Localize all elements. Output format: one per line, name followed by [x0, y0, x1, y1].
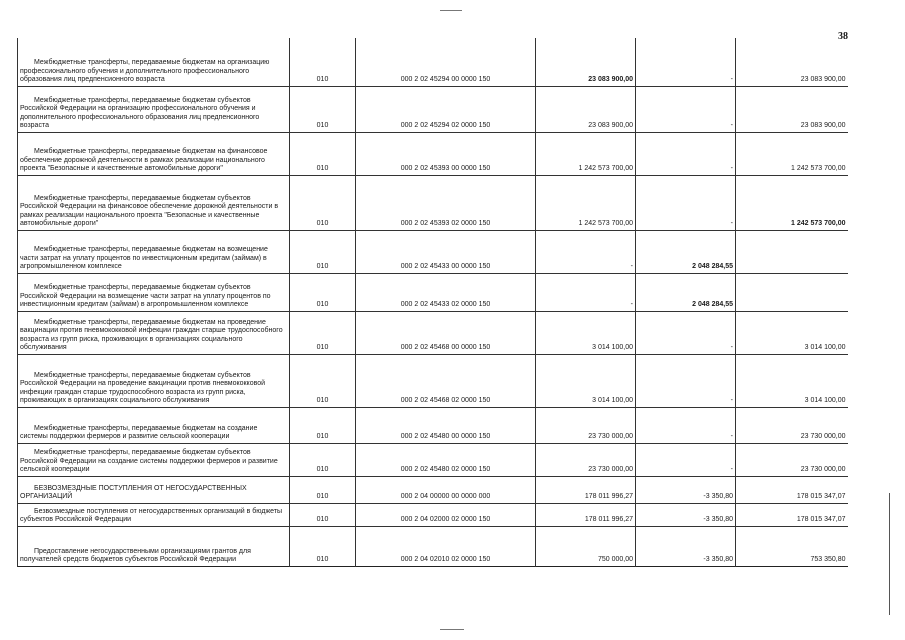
- row-name: Межбюджетные трансферты, передаваемые бюджетам на возмещение части затрат на уплату процентов по инвестиционным кредитам (займам) в агропромышленном комплексе: [18, 230, 290, 273]
- row-budget-classification-code: 000 2 02 45294 02 0000 150: [356, 86, 536, 132]
- row-code: 010: [290, 443, 356, 476]
- row-name: Безвозмездные поступления от негосударственных организаций в бюджеты субъектов Российской Федерации: [18, 503, 290, 526]
- row-total-amount: 178 015 347,07: [736, 476, 848, 503]
- row-code: 010: [290, 476, 356, 503]
- row-executed-amount: 2 048 284,55: [636, 230, 736, 273]
- row-approved-amount: 23 730 000,00: [536, 407, 636, 443]
- row-executed-amount: -: [636, 311, 736, 354]
- table-row: [18, 38, 848, 86]
- row-budget-classification-code: 000 2 02 45433 00 0000 150: [356, 230, 536, 273]
- row-budget-classification-code: 000 2 02 45393 02 0000 150: [356, 175, 536, 230]
- row-approved-amount: 23 730 000,00: [536, 443, 636, 476]
- row-budget-classification-code: 000 2 02 45468 02 0000 150: [356, 354, 536, 407]
- table-row: [18, 132, 848, 175]
- row-approved-amount: 3 014 100,00: [536, 311, 636, 354]
- row-code: 010: [290, 354, 356, 407]
- row-executed-amount: -3 350,80: [636, 526, 736, 566]
- table-row: [18, 354, 848, 407]
- row-executed-amount: -3 350,80: [636, 476, 736, 503]
- row-budget-classification-code: 000 2 02 45433 02 0000 150: [356, 273, 536, 311]
- table-row: [18, 175, 848, 230]
- row-executed-amount: -: [636, 175, 736, 230]
- row-budget-classification-code: 000 2 02 45294 00 0000 150: [356, 38, 536, 86]
- row-total-amount: [736, 273, 848, 311]
- row-code: 010: [290, 273, 356, 311]
- row-code: 010: [290, 38, 356, 86]
- row-approved-amount: 1 242 573 700,00: [536, 175, 636, 230]
- row-code: 010: [290, 526, 356, 566]
- row-total-amount: 1 242 573 700,00: [736, 132, 848, 175]
- table-row: [18, 273, 848, 311]
- row-name: Межбюджетные трансферты, передаваемые бюджетам на проведение вакцинации против пневмококковой инфекции граждан старше трудоспособного возраста из групп риска, проживающих в организациях социального обслуживания: [18, 311, 290, 354]
- table-row: [18, 311, 848, 354]
- row-executed-amount: 2 048 284,55: [636, 273, 736, 311]
- page-number: 38: [838, 31, 848, 42]
- table-row: [18, 86, 848, 132]
- row-budget-classification-code: 000 2 02 45393 00 0000 150: [356, 132, 536, 175]
- scan-edge-line: [889, 493, 890, 615]
- row-total-amount: [736, 230, 848, 273]
- row-code: 010: [290, 86, 356, 132]
- table-row: [18, 526, 848, 566]
- row-code: 010: [290, 132, 356, 175]
- row-name: Межбюджетные трансферты, передаваемые бюджетам субъектов Российской Федерации на создание системы поддержки фермеров и развитие сельской кооперации: [18, 443, 290, 476]
- row-executed-amount: -3 350,80: [636, 503, 736, 526]
- row-executed-amount: -: [636, 407, 736, 443]
- row-name: Межбюджетные трансферты, передаваемые бюджетам на создание системы поддержки фермеров и развитие сельской кооперации: [18, 407, 290, 443]
- row-approved-amount: 750 000,00: [536, 526, 636, 566]
- row-executed-amount: -: [636, 38, 736, 86]
- row-executed-amount: -: [636, 86, 736, 132]
- row-total-amount: 178 015 347,07: [736, 503, 848, 526]
- row-total-amount: 1 242 573 700,00: [736, 175, 848, 230]
- row-budget-classification-code: 000 2 04 02010 02 0000 150: [356, 526, 536, 566]
- row-total-amount: 3 014 100,00: [736, 354, 848, 407]
- row-approved-amount: 23 083 900,00: [536, 86, 636, 132]
- table-row: [18, 443, 848, 476]
- row-code: 010: [290, 175, 356, 230]
- row-name: Межбюджетные трансферты, передаваемые бюджетам на организацию профессионального обучения и дополнительного профессионального образования лиц предпенсионного возраста: [18, 38, 290, 86]
- row-budget-classification-code: 000 2 02 45480 00 0000 150: [356, 407, 536, 443]
- table-row: [18, 407, 848, 443]
- row-budget-classification-code: 000 2 04 02000 02 0000 150: [356, 503, 536, 526]
- row-code: 010: [290, 503, 356, 526]
- row-total-amount: 23 083 900,00: [736, 38, 848, 86]
- table-row: [18, 503, 848, 526]
- row-total-amount: 23 083 900,00: [736, 86, 848, 132]
- row-approved-amount: 23 083 900,00: [536, 38, 636, 86]
- row-budget-classification-code: 000 2 02 45480 02 0000 150: [356, 443, 536, 476]
- row-total-amount: 23 730 000,00: [736, 443, 848, 476]
- row-name: Межбюджетные трансферты, передаваемые бюджетам субъектов Российской Федерации на организацию профессионального обучения и дополнительного профессионального образования лиц предпенсионного возраста: [18, 86, 290, 132]
- row-executed-amount: -: [636, 354, 736, 407]
- row-budget-classification-code: 000 2 04 00000 00 0000 000: [356, 476, 536, 503]
- row-code: 010: [290, 407, 356, 443]
- row-total-amount: 23 730 000,00: [736, 407, 848, 443]
- row-total-amount: 3 014 100,00: [736, 311, 848, 354]
- row-approved-amount: -: [536, 230, 636, 273]
- row-approved-amount: -: [536, 273, 636, 311]
- table-row: [18, 476, 848, 503]
- row-budget-classification-code: 000 2 02 45468 00 0000 150: [356, 311, 536, 354]
- row-approved-amount: 178 011 996,27: [536, 476, 636, 503]
- row-name: Межбюджетные трансферты, передаваемые бюджетам субъектов Российской Федерации на возмещение части затрат на уплату процентов по инвестиционным кредитам (займам) в агропромышленном комплексе: [18, 273, 290, 311]
- row-total-amount: 753 350,80: [736, 526, 848, 566]
- row-approved-amount: 3 014 100,00: [536, 354, 636, 407]
- row-name: БЕЗВОЗМЕЗДНЫЕ ПОСТУПЛЕНИЯ ОТ НЕГОСУДАРСТВЕННЫХ ОРГАНИЗАЦИЙ: [18, 476, 290, 503]
- row-name: Предоставление негосударственными организациями грантов для получателей средств бюджетов субъектов Российской Федерации: [18, 526, 290, 566]
- row-executed-amount: -: [636, 443, 736, 476]
- row-executed-amount: -: [636, 132, 736, 175]
- scan-bottom-mark: [440, 629, 464, 630]
- row-approved-amount: 1 242 573 700,00: [536, 132, 636, 175]
- row-code: 010: [290, 311, 356, 354]
- row-name: Межбюджетные трансферты, передаваемые бюджетам субъектов Российской Федерации на проведение вакцинации против пневмококковой инфекции граждан старше трудоспособного возраста из групп риска, проживающих в организациях социального обслуживания: [18, 354, 290, 407]
- budget-revenue-table: [17, 38, 848, 567]
- row-code: 010: [290, 230, 356, 273]
- scan-top-mark: [440, 10, 462, 11]
- row-name: Межбюджетные трансферты, передаваемые бюджетам субъектов Российской Федерации на финансовое обеспечение дорожной деятельности в рамках реализации национального проекта "Безопасные и качественные автомобильные дороги": [18, 175, 290, 230]
- row-approved-amount: 178 011 996,27: [536, 503, 636, 526]
- row-name: Межбюджетные трансферты, передаваемые бюджетам на финансовое обеспечение дорожной деятельности в рамках реализации национального проекта "Безопасные и качественные автомобильные дороги": [18, 132, 290, 175]
- table-row: [18, 230, 848, 273]
